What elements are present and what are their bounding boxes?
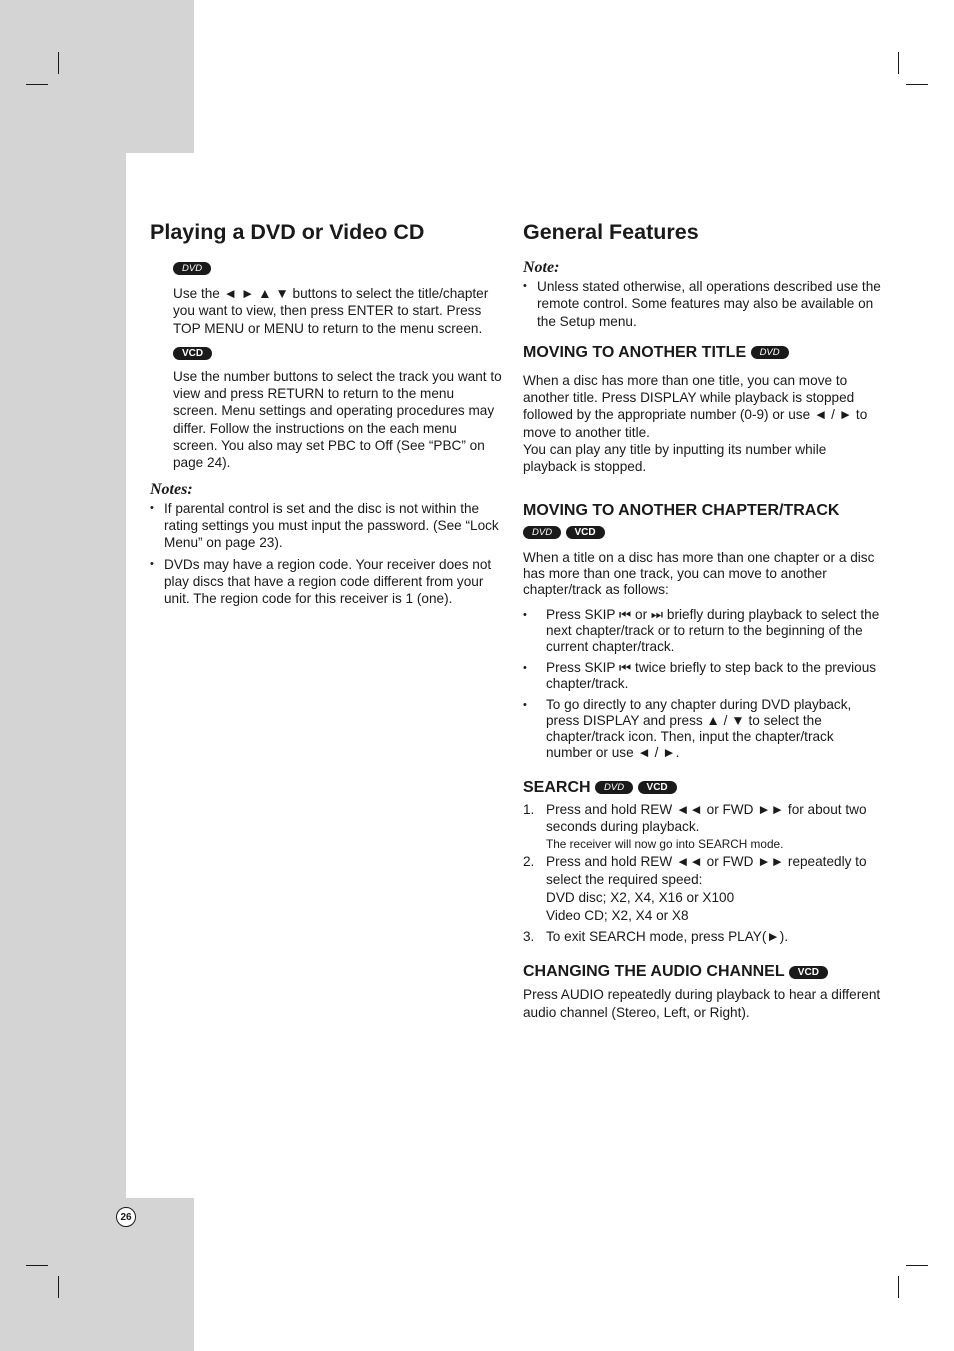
list-item [523, 853, 881, 924]
dvd-badge: DVD [595, 781, 633, 794]
step-line: Video CD; X2, X4 or X8 [546, 907, 689, 923]
heading-text: MOVING TO ANOTHER TITLE [523, 343, 747, 361]
heading-moving-title [523, 343, 881, 363]
list-item [523, 928, 881, 946]
heading-search [523, 778, 881, 798]
step-number: 3. [523, 929, 535, 945]
notes-title: Notes: [150, 480, 193, 498]
section-title-general: General Features [523, 220, 699, 244]
crop-mark [26, 84, 48, 85]
vcd-instructions: Use the number buttons to select the track you want to view and press RETURN to return to the menu screen. Menu settings and operating procedures may differ. Follow the instructions on the each menu screen. You also may set PBC to Off (See “PBC” on page 24). [173, 368, 502, 471]
moving-chapter-list [523, 607, 881, 761]
dvd-badge: DVD [751, 346, 789, 359]
margin-band-side [0, 153, 126, 1198]
step-number: 2. [523, 854, 535, 870]
dvd-badge: DVD [523, 526, 561, 539]
list-item [523, 801, 881, 854]
page-number: 26 [116, 1207, 136, 1227]
margin-band-bottom [0, 1198, 194, 1351]
step-number: 1. [523, 801, 535, 817]
heading-audio [523, 962, 881, 982]
heading-moving-chapter: MOVING TO ANOTHER CHAPTER/TRACK [523, 501, 840, 519]
note-item: • Unless stated otherwise, all operations described use the remote control. Some features may also be available on the Setup menu. [523, 278, 881, 330]
crop-mark [906, 1265, 928, 1266]
moving-title-text: When a disc has more than one title, you can move to another title. Press DISPLAY while playback is stopped followed by the appropriate number (0-9) or use ◄ / ► to move to another title. [523, 372, 868, 440]
dvd-instructions: Use the ◄ ► ▲ ▼ buttons to select the title/chapter you want to view, then press ENTER to start. Press TOP MENU or MENU to return to the menu screen. [173, 286, 489, 336]
step-text: Press and hold REW ◄◄ or FWD ►► repeatedly to select the required speed: [546, 854, 867, 888]
vcd-badge: VCD [789, 966, 828, 979]
crop-mark [58, 52, 59, 74]
crop-mark [26, 1265, 48, 1266]
vcd-badge: VCD [173, 347, 212, 360]
margin-band-top [0, 0, 194, 153]
section-title-playing: Playing a DVD or Video CD [150, 220, 425, 244]
list-item: • Press SKIP ⏮ twice briefly to step back to the previous chapter/track. [523, 660, 881, 692]
list-item: • Press SKIP ⏮ or ⏭ briefly during playback to select the next chapter/track or to return to the beginning of the current chapter/track. [523, 607, 881, 655]
moving-title-text-2: You can play any title by inputting its number while playback is stopped. [523, 442, 827, 475]
note-item: • DVDs may have a region code. Your receiver does not play discs that have a region code different from your unit. The region code for this receiver is 1 (one). [150, 556, 502, 608]
moving-chapter-intro: When a title on a disc has more than one chapter or a disc has more than one track, you can move to another chapter/track as follows: [523, 549, 875, 597]
notes-list [150, 500, 502, 608]
note-title: Note: [523, 259, 560, 276]
left-column [150, 218, 502, 607]
vcd-badge: VCD [566, 526, 605, 539]
crop-mark [906, 84, 928, 85]
note-item: • If parental control is set and the disc is not within the rating settings you must input the password. (See “Lock Menu” on page 23). [150, 500, 502, 552]
heading-text: CHANGING THE AUDIO CHANNEL [523, 963, 785, 981]
search-steps [523, 801, 881, 947]
crop-mark [58, 1276, 59, 1298]
audio-text: Press AUDIO repeatedly during playback to hear a different audio channel (Stereo, Left, or Right). [523, 987, 881, 1020]
right-column [523, 218, 881, 1021]
list-item: • To go directly to any chapter during DVD playback, press DISPLAY and press ▲ / ▼ to select the chapter/track icon. Then, input the chapter/track number or use ◄ / ►. [523, 697, 881, 761]
crop-mark [898, 52, 899, 74]
dvd-badge: DVD [173, 262, 211, 275]
heading-text: SEARCH [523, 778, 591, 796]
step-text: To exit SEARCH mode, press PLAY(►). [546, 929, 789, 945]
step-line: DVD disc; X2, X4, X16 or X100 [546, 889, 735, 905]
vcd-badge: VCD [638, 781, 677, 794]
crop-mark [898, 1276, 899, 1298]
note-list [523, 278, 881, 330]
step-note: The receiver will now go into SEARCH mode. [546, 837, 784, 852]
step-text: Press and hold REW ◄◄ or FWD ►► for about two seconds during playback. [546, 801, 867, 835]
